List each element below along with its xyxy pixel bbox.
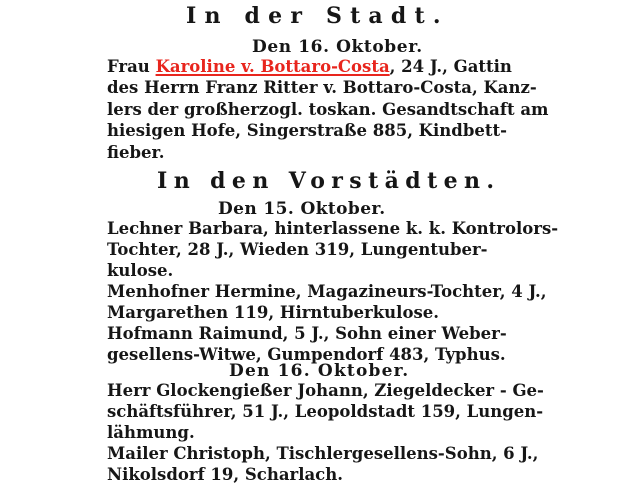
- entry-prefix: Frau: [107, 57, 156, 76]
- entry-mailer-line-2: Nikolsdorf 19, Scharlach.: [107, 465, 343, 484]
- section-heading-vorstaedte: In den Vorstädten.: [157, 168, 501, 194]
- entry-glockengiesser-line-2: schäftsführer, 51 J., Leopoldstadt 159, Lungen-: [107, 402, 544, 421]
- entry-bottaro-costa-line-3: lers der großherzogl. toskan. Gesandtschaft am: [107, 100, 549, 119]
- date-heading-15-oktober: Den 15. Oktober.: [218, 199, 386, 219]
- date-heading-16-oktober: Den 16. Oktober.: [252, 37, 423, 57]
- entry-hofmann-line-1: Hofmann Raimund, 5 J., Sohn einer Weber-: [107, 324, 507, 343]
- entry-bottaro-costa-line-1: [107, 56, 512, 77]
- entry-mailer-line-1: Mailer Christoph, Tischlergesellens-Sohn, 6 J.,: [107, 444, 539, 463]
- entry-hofmann-line-2: gesellens-Witwe, Gumpendorf 483, Typhus.: [107, 345, 506, 364]
- entry-bottaro-costa-line-5: fieber.: [107, 143, 165, 162]
- entry-glockengiesser-line-3: lähmung.: [107, 423, 195, 442]
- highlighted-name: Karoline v. Bottaro-Costa: [155, 57, 390, 76]
- entry-lechner-line-3: kulose.: [107, 261, 174, 280]
- entry-menhofner-line-2: Margarethen 119, Hirntuberkulose.: [107, 303, 439, 322]
- entry-bottaro-costa-line-2: des Herrn Franz Ritter v. Bottaro-Costa, Kanz-: [107, 78, 537, 97]
- entry-menhofner-line-1: Menhofner Hermine, Magazineurs-Tochter, 4 J.,: [107, 282, 547, 301]
- entry-rest: , 24 J., Gattin: [389, 57, 512, 76]
- section-heading-stadt: In der Stadt.: [186, 3, 449, 29]
- entry-lechner-line-2: Tochter, 28 J., Wieden 319, Lungentuber-: [107, 240, 488, 259]
- entry-lechner-line-1: Lechner Barbara, hinterlassene k. k. Kontrolors-: [107, 219, 559, 238]
- entry-bottaro-costa-line-4: hiesigen Hofe, Singerstraße 885, Kindbett-: [107, 121, 507, 140]
- entry-glockengiesser-line-1: Herr Glockengießer Johann, Ziegeldecker - Ge-: [107, 381, 544, 400]
- date-heading-16-oktober-2: Den 16. Oktober.: [229, 361, 410, 381]
